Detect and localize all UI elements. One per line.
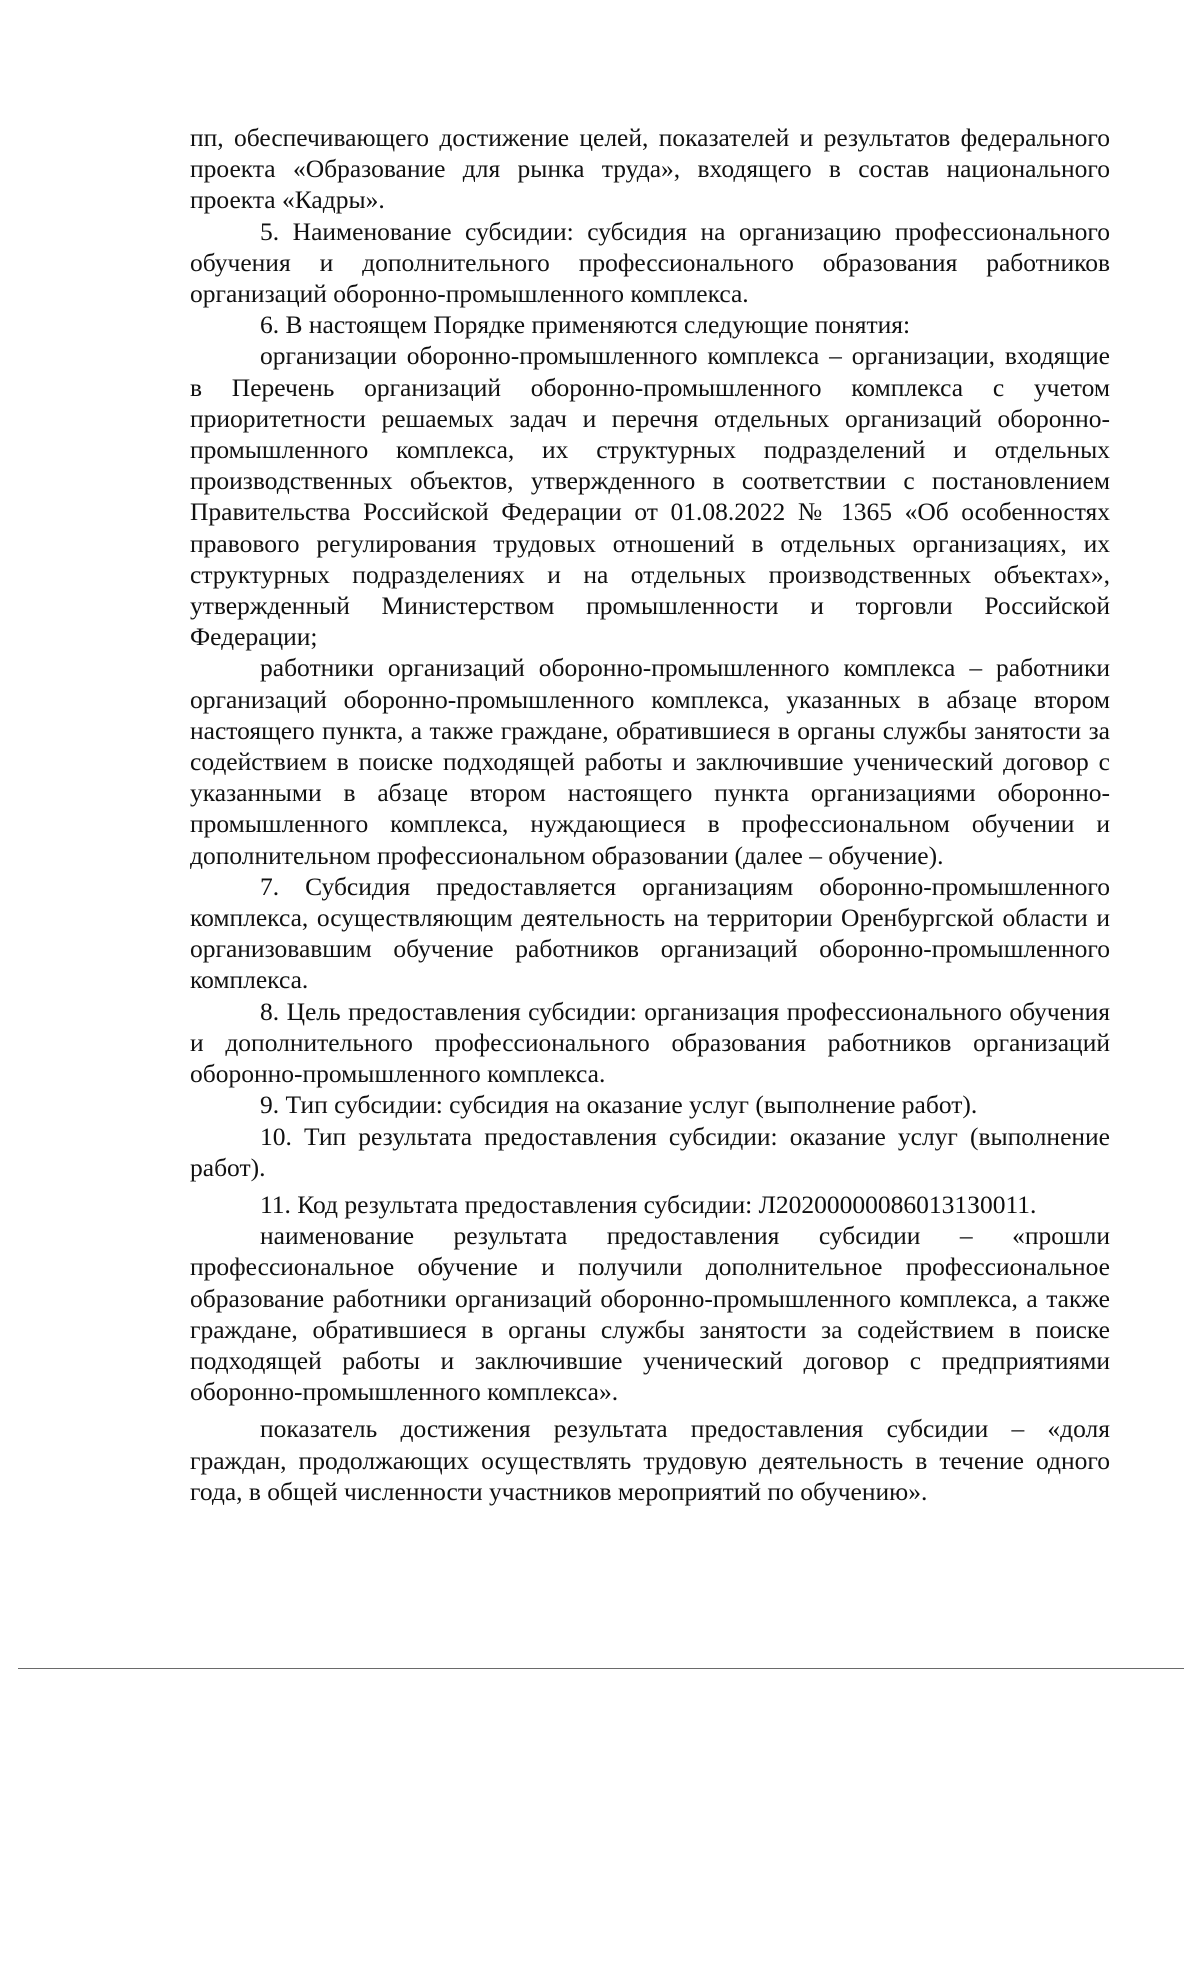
paragraph-item-7: 7. Субсидия предоставляется организациям оборонно-промышленного комплекса, осуществляющим деятельность на территории Оренбургской области и организовавшим обучение работников организаций оборонно-промышленного комплекса. bbox=[190, 871, 1110, 995]
paragraph-definition-organizations: организации оборонно-промышленного комплекса – организации, входящие в Перечень организаций оборонно-промышленного комплекса с учетом приоритетности решаемых задач и перечня отдельных организаций оборонно-промышленного комплекса, их структурных подразделений и отдельных производственных объектов, утвержденного в соответствии с постановлением Правительства Российской Федерации от 01.08.2022 № 1365 «Об особенностях правового регулирования трудовых отношений в отдельных организациях, их структурных подразделениях и на отдельных производственных объектах», утвержденный Министерством промышленности и торговли Российской Федерации; bbox=[190, 341, 1110, 652]
paragraph-result-indicator: показатель достижения результата предоставления субсидии – «доля граждан, продолжающих осуществлять трудовую деятельность в течение одного года, в общей численности участников мероприятий по обучению». bbox=[190, 1414, 1110, 1506]
paragraph-continuation: пп, обеспечивающего достижение целей, показателей и результатов федерального проекта «Образование для рынка труда», входящего в состав национального проекта «Кадры». bbox=[190, 123, 1110, 215]
document-body bbox=[190, 122, 1110, 1507]
paragraph-item-10: 10. Тип результата предоставления субсидии: оказание услуг (выполнение работ). bbox=[190, 1121, 1110, 1182]
paragraph-result-name: наименование результата предоставления субсидии – «прошли профессиональное обучение и получили дополнительное профессиональное образование работники организаций оборонно-промышленного комплекса, а также граждане, обратившиеся в органы службы занятости за содействием в поиске подходящей работы и заключившие ученический договор с предприятиями оборонно-промышленного комплекса». bbox=[190, 1221, 1110, 1407]
paragraph-item-5: 5. Наименование субсидии: субсидия на организацию профессионального обучения и дополнительного профессионального образования работников организаций оборонно-промышленного комплекса. bbox=[190, 216, 1110, 309]
paragraph-item-11: 11. Код результата предоставления субсидии: Л202000000860131З0011. bbox=[260, 1189, 1037, 1219]
paragraph-item-8: 8. Цель предоставления субсидии: организация профессионального обучения и дополнительного профессионального образования работников организаций оборонно-промышленного комплекса. bbox=[190, 996, 1110, 1089]
paragraph-definition-workers: работники организаций оборонно-промышленного комплекса – работники организаций оборонно-промышленного комплекса, указанных в абзаце втором настоящего пункта, а также граждане, обратившиеся в органы службы занятости за содействием в поиске подходящей работы и заключившие ученический договор с указанными в абзаце втором настоящего пункта организациями оборонно-промышленного комплекса, нуждающиеся в профессиональном обучении и дополнительном профессиональном образовании (далее – обучение). bbox=[190, 653, 1110, 870]
footer-divider bbox=[18, 1668, 1184, 1669]
paragraph-item-9: 9. Тип субсидии: субсидия на оказание услуг (выполнение работ). bbox=[260, 1090, 978, 1120]
paragraph-item-6: 6. В настоящем Порядке применяются следующие понятия: bbox=[260, 310, 911, 340]
